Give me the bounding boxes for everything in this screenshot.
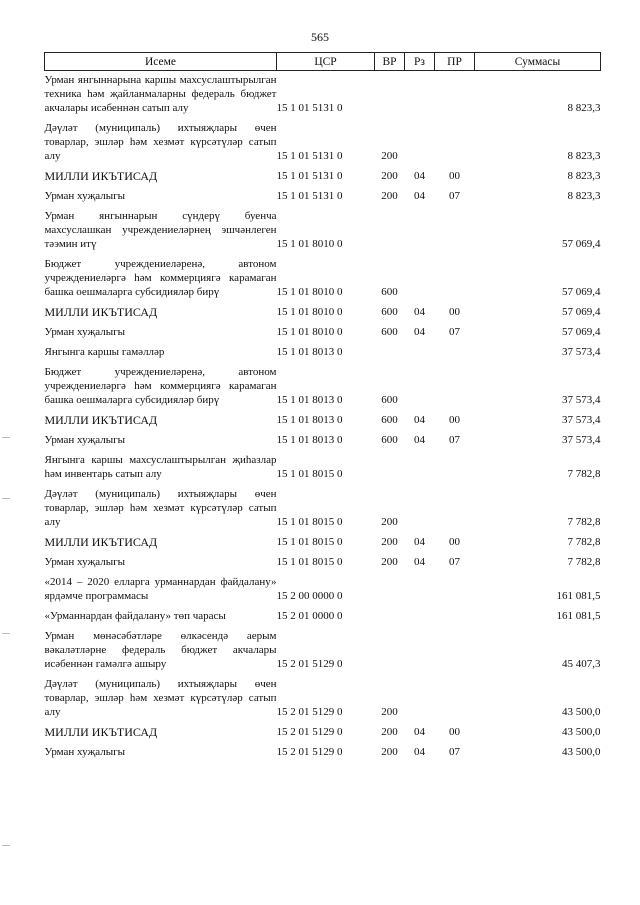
row-pr-code xyxy=(435,451,475,485)
margin-mark xyxy=(2,845,10,846)
table-row xyxy=(45,411,601,431)
row-csr-code: 15 2 00 0000 0 xyxy=(276,590,343,602)
row-vr-code: 200 xyxy=(381,150,398,162)
row-csr-code: 15 1 01 8015 0 xyxy=(276,516,343,528)
row-vr-code: 600 xyxy=(381,414,398,426)
row-vr-code xyxy=(375,451,405,485)
row-csr-code: 15 2 01 5129 0 xyxy=(276,746,343,758)
row-rz-code xyxy=(405,627,435,675)
row-pr-code: 07 xyxy=(449,434,460,446)
row-amount: 7 782,8 xyxy=(567,556,601,568)
table-row xyxy=(45,485,601,533)
row-vr-code: 200 xyxy=(381,536,398,548)
row-pr-code: 00 xyxy=(449,170,460,182)
row-rz-code xyxy=(405,255,435,303)
row-pr-code xyxy=(435,627,475,675)
table-row xyxy=(45,119,601,167)
row-name: Дәүләт (муниципаль) ихтыяҗлары өчен товарлар, эшләр һәм хезмәт күрсәтүләр сатып алу xyxy=(44,678,277,718)
row-vr-code xyxy=(375,607,405,627)
row-name: Бюджет учреждениеләренә, автоном учреждениеләргә һәм коммерциягә карамаган башка оешмаларга субсидияләр бирү xyxy=(44,258,277,298)
column-header-pr: ПР xyxy=(435,53,475,71)
table-row xyxy=(45,573,601,607)
row-csr-code: 15 1 01 8013 0 xyxy=(276,394,343,406)
row-amount: 7 782,8 xyxy=(567,536,601,548)
margin-mark xyxy=(2,498,10,499)
table-row xyxy=(45,363,601,411)
row-pr-code: 00 xyxy=(449,536,460,548)
row-pr-code: 00 xyxy=(449,726,460,738)
row-vr-code: 200 xyxy=(381,516,398,528)
row-pr-code xyxy=(435,573,475,607)
row-csr-code: 15 2 01 5129 0 xyxy=(276,726,343,738)
row-vr-code: 600 xyxy=(381,434,398,446)
row-name: Урман хуҗалыгы xyxy=(44,556,126,568)
row-csr-code: 15 1 01 8010 0 xyxy=(276,286,343,298)
row-csr-code: 15 2 01 5129 0 xyxy=(276,658,343,670)
table-row xyxy=(45,553,601,573)
row-amount: 37 573,4 xyxy=(562,394,601,406)
row-rz-code xyxy=(405,675,435,723)
row-amount: 161 081,5 xyxy=(556,590,601,602)
column-header-vr: ВР xyxy=(375,53,405,71)
row-rz-code xyxy=(405,485,435,533)
row-name: Дәүләт (муниципаль) ихтыяҗлары өчен товарлар, эшләр һәм хезмәт күрсәтүләр сатып алу xyxy=(44,122,277,162)
row-rz-code: 04 xyxy=(414,170,425,182)
row-csr-code: 15 1 01 8013 0 xyxy=(276,414,343,426)
table-row xyxy=(45,255,601,303)
table-row xyxy=(45,343,601,363)
row-amount: 37 573,4 xyxy=(562,346,601,358)
page-number: 565 xyxy=(311,30,329,44)
row-vr-code xyxy=(375,71,405,120)
margin-mark xyxy=(2,633,10,634)
row-amount: 57 069,4 xyxy=(562,238,601,250)
row-name: Янгынга каршы махсуслаштырылган җиһазлар һәм инвентарь сатып алу xyxy=(44,454,277,480)
row-csr-code: 15 1 01 8015 0 xyxy=(276,536,343,548)
row-name: Урман янгыннарын сүндерү буенча махсуслашкан учреждениеләрнең эшчәнлеген тәэмин итү xyxy=(44,210,277,250)
row-pr-code xyxy=(435,485,475,533)
column-header-rz: Рз xyxy=(405,53,435,71)
row-name: МИЛЛИ ИКЪТИСАД xyxy=(44,305,158,319)
row-vr-code xyxy=(375,343,405,363)
row-rz-code: 04 xyxy=(414,306,425,318)
row-csr-code: 15 1 01 5131 0 xyxy=(276,190,343,202)
row-csr-code: 15 1 01 8015 0 xyxy=(276,556,343,568)
row-name: Урман мөнәсәбәтләре өлкәсендә аерым вәкаләтләрне федераль бюджет акчалары исәбеннән гамәлгә ашыру xyxy=(44,630,277,670)
row-amount: 161 081,5 xyxy=(556,610,601,622)
row-pr-code xyxy=(435,207,475,255)
row-csr-code: 15 1 01 8013 0 xyxy=(276,346,343,358)
table-row xyxy=(45,303,601,323)
table-row xyxy=(45,431,601,451)
row-amount: 57 069,4 xyxy=(562,286,601,298)
table-row xyxy=(45,607,601,627)
table-row xyxy=(45,207,601,255)
row-pr-code xyxy=(435,71,475,120)
row-pr-code: 07 xyxy=(449,326,460,338)
row-amount: 37 573,4 xyxy=(562,434,601,446)
row-vr-code: 200 xyxy=(381,746,398,758)
column-header-csr: ЦСР xyxy=(277,53,375,71)
row-csr-code: 15 1 01 5131 0 xyxy=(276,102,343,114)
row-vr-code: 600 xyxy=(381,286,398,298)
row-rz-code: 04 xyxy=(414,190,425,202)
row-pr-code xyxy=(435,119,475,167)
row-vr-code: 600 xyxy=(381,326,398,338)
row-csr-code: 15 1 01 8010 0 xyxy=(276,306,343,318)
row-amount: 43 500,0 xyxy=(562,706,601,718)
row-amount: 45 407,3 xyxy=(562,658,601,670)
table-row xyxy=(45,167,601,187)
row-rz-code: 04 xyxy=(414,414,425,426)
row-vr-code: 200 xyxy=(381,556,398,568)
row-amount: 7 782,8 xyxy=(567,468,601,480)
row-amount: 43 500,0 xyxy=(562,746,601,758)
row-name: МИЛЛИ ИКЪТИСАД xyxy=(44,535,158,549)
table-row xyxy=(45,723,601,743)
row-csr-code: 15 1 01 8015 0 xyxy=(276,468,343,480)
row-rz-code xyxy=(405,343,435,363)
row-name: МИЛЛИ ИКЪТИСАД xyxy=(44,725,158,739)
row-csr-code: 15 1 01 5131 0 xyxy=(276,150,343,162)
row-vr-code: 200 xyxy=(381,706,398,718)
row-amount: 8 823,3 xyxy=(567,170,601,182)
table-row xyxy=(45,627,601,675)
table-row xyxy=(45,675,601,723)
row-csr-code: 15 2 01 5129 0 xyxy=(276,706,343,718)
row-vr-code: 600 xyxy=(381,394,398,406)
row-csr-code: 15 2 01 0000 0 xyxy=(276,610,343,622)
row-pr-code xyxy=(435,607,475,627)
margin-mark xyxy=(2,437,10,438)
table-row xyxy=(45,323,601,343)
row-csr-code: 15 1 01 5131 0 xyxy=(276,170,343,182)
row-vr-code xyxy=(375,573,405,607)
table-row xyxy=(45,451,601,485)
row-csr-code: 15 1 01 8010 0 xyxy=(276,326,343,338)
row-rz-code: 04 xyxy=(414,726,425,738)
row-amount: 57 069,4 xyxy=(562,306,601,318)
row-amount: 8 823,3 xyxy=(567,150,601,162)
row-pr-code: 07 xyxy=(449,746,460,758)
row-rz-code: 04 xyxy=(414,746,425,758)
table-body xyxy=(45,71,601,764)
row-vr-code xyxy=(375,627,405,675)
row-vr-code: 200 xyxy=(381,726,398,738)
row-name: МИЛЛИ ИКЪТИСАД xyxy=(44,413,158,427)
column-header-name: Исеме xyxy=(45,53,277,71)
row-rz-code: 04 xyxy=(414,326,425,338)
row-rz-code xyxy=(405,119,435,167)
row-amount: 8 823,3 xyxy=(567,190,601,202)
row-amount: 43 500,0 xyxy=(562,726,601,738)
row-rz-code: 04 xyxy=(414,556,425,568)
row-name: Дәүләт (муниципаль) ихтыяҗлары өчен товарлар, эшләр һәм хезмәт күрсәтүләр сатып алу xyxy=(44,488,277,528)
row-rz-code xyxy=(405,607,435,627)
row-amount: 37 573,4 xyxy=(562,414,601,426)
row-vr-code: 600 xyxy=(381,306,398,318)
row-rz-code xyxy=(405,207,435,255)
row-name: Урман янгыннарына каршы махсуслаштырылган техника һәм җайланмаларны федераль бюджет акчалары исәбеннән сатып алу xyxy=(44,74,277,114)
row-name: Урман хуҗалыгы xyxy=(44,434,126,446)
row-name: Урман хуҗалыгы xyxy=(44,326,126,338)
table-row xyxy=(45,743,601,763)
row-amount: 57 069,4 xyxy=(562,326,601,338)
row-csr-code: 15 1 01 8010 0 xyxy=(276,238,343,250)
row-name: МИЛЛИ ИКЪТИСАД xyxy=(44,169,158,183)
row-name: Бюджет учреждениеләренә, автоном учреждениеләргә һәм коммерциягә карамаган башка оешмаларга субсидияләр бирү xyxy=(44,366,277,406)
row-vr-code xyxy=(375,207,405,255)
row-pr-code xyxy=(435,363,475,411)
row-pr-code: 00 xyxy=(449,414,460,426)
row-pr-code: 07 xyxy=(449,190,460,202)
row-amount: 7 782,8 xyxy=(567,516,601,528)
row-vr-code: 200 xyxy=(381,170,398,182)
column-header-sum: Суммасы xyxy=(475,53,601,71)
table-row xyxy=(45,187,601,207)
table-row xyxy=(45,71,601,120)
row-csr-code: 15 1 01 8013 0 xyxy=(276,434,343,446)
row-rz-code xyxy=(405,451,435,485)
row-name: «Урманнардан файдалану» төп чарасы xyxy=(44,610,226,622)
row-pr-code: 07 xyxy=(449,556,460,568)
row-pr-code xyxy=(435,343,475,363)
table-row xyxy=(45,533,601,553)
row-amount: 8 823,3 xyxy=(567,102,601,114)
row-rz-code xyxy=(405,71,435,120)
row-rz-code xyxy=(405,363,435,411)
row-vr-code: 200 xyxy=(381,190,398,202)
row-rz-code: 04 xyxy=(414,434,425,446)
row-pr-code xyxy=(435,255,475,303)
row-pr-code xyxy=(435,675,475,723)
row-name: Урман хуҗалыгы xyxy=(44,190,126,202)
row-rz-code: 04 xyxy=(414,536,425,548)
budget-table xyxy=(44,52,601,763)
row-pr-code: 00 xyxy=(449,306,460,318)
row-name: Урман хуҗалыгы xyxy=(44,746,126,758)
row-name: Янгынга каршы гамәлләр xyxy=(44,346,165,358)
row-name: «2014 – 2020 елларга урманнардан файдалану» ярдәмче программасы xyxy=(44,576,277,602)
row-rz-code xyxy=(405,573,435,607)
table-header-row xyxy=(45,53,601,71)
